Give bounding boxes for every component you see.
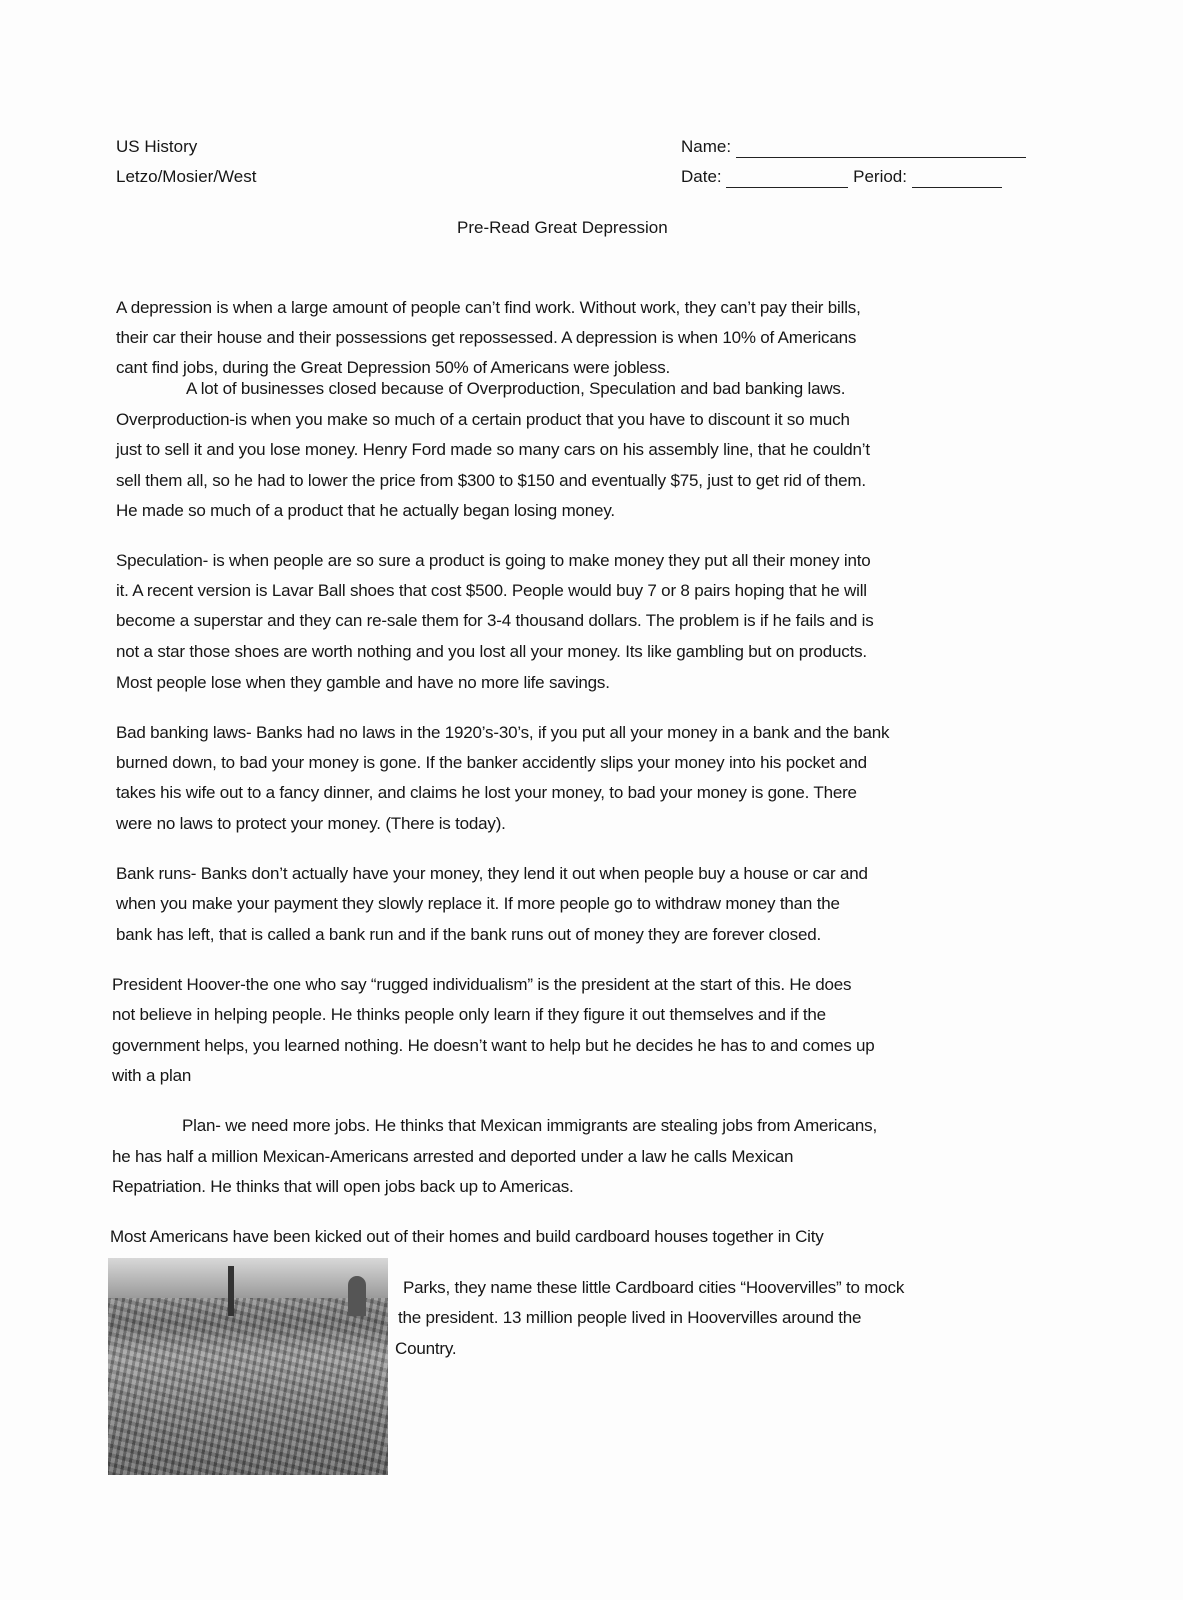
text-line: sell them all, so he had to lower the price from $300 to $150 and eventually $75, just to get rid of them. <box>116 471 866 490</box>
text-line: bank has left, that is called a bank run and if the bank runs out of money they are forever closed. <box>116 925 822 944</box>
text-line: were no laws to protect your money. (There is today). <box>116 814 506 833</box>
date-label: Date: <box>681 167 722 186</box>
text-line: Most people lose when they gamble and have no more life savings. <box>116 673 610 692</box>
text-line: their car their house and their possessions get repossessed. A depression is when 10% of Americans <box>116 328 857 347</box>
text-line: Most Americans have been kicked out of their homes and build cardboard houses together in City <box>110 1227 824 1246</box>
text-line: Repatriation. He thinks that will open jobs back up to Americas. <box>112 1177 574 1196</box>
text-line: Speculation- is when people are so sure a product is going to make money they put all their money into <box>116 551 871 570</box>
text-line: Overproduction-is when you make so much of a certain product that you have to discount it so much <box>116 410 850 429</box>
text-line: government helps, you learned nothing. He doesn’t want to help but he decides he has to and comes up <box>112 1036 875 1055</box>
name-field[interactable] <box>681 136 1026 158</box>
text-line: takes his wife out to a fancy dinner, and claims he lost your money, to bad your money is gone. There <box>116 783 857 802</box>
text-line: just to sell it and you lose money. Henry Ford made so many cars on his assembly line, that he couldn’t <box>116 440 870 459</box>
teachers-label: Letzo/Mosier/West <box>116 167 257 186</box>
photo-smokestack <box>228 1266 234 1316</box>
text-line: not believe in helping people. He thinks people only learn if they figure it out themselves and if the <box>112 1005 826 1024</box>
text-line: Bad banking laws- Banks had no laws in the 1920’s-30’s, if you put all your money in a bank and the bank <box>116 723 890 742</box>
text-line: the president. 13 million people lived in Hoovervilles around the <box>398 1308 862 1327</box>
text-line: Parks, they name these little Cardboard cities “Hoovervilles” to mock <box>403 1278 905 1297</box>
text-line: cant find jobs, during the Great Depression 50% of Americans were jobless. <box>116 358 671 377</box>
text-line: become a superstar and they can re-sale them for 3-4 thousand dollars. The problem is if he fails and is <box>116 611 874 630</box>
text-line: burned down, to bad your money is gone. If the banker accidently slips your money into his pocket and <box>116 753 867 772</box>
text-line: it. A recent version is Lavar Ball shoes that cost $500. People would buy 7 or 8 pairs hoping that he will <box>116 581 867 600</box>
text-line: A depression is when a large amount of people can’t find work. Without work, they can’t pay their bills, <box>116 298 861 317</box>
text-line: He made so much of a product that he actually began losing money. <box>116 501 615 520</box>
photo-sky <box>108 1258 388 1298</box>
date-period-field[interactable] <box>681 166 1002 188</box>
period-label: Period: <box>853 167 907 186</box>
period-blank[interactable] <box>912 171 1002 188</box>
text-line: Plan- we need more jobs. He thinks that Mexican immigrants are stealing jobs from Americans, <box>182 1116 877 1135</box>
text-line: President Hoover-the one who say “rugged individualism” is the president at the start of this. He does <box>112 975 852 994</box>
text-line: not a star those shoes are worth nothing and you lost all your money. Its like gambling but on products. <box>116 642 867 661</box>
text-line: Bank runs- Banks don’t actually have your money, they lend it out when people buy a house or car and <box>116 864 868 883</box>
name-label: Name: <box>681 137 732 156</box>
text-line: he has half a million Mexican-Americans arrested and deported under a law he calls Mexican <box>112 1147 794 1166</box>
text-line: Country. <box>395 1339 457 1358</box>
date-blank[interactable] <box>726 171 848 188</box>
name-blank[interactable] <box>736 141 1026 158</box>
text-line: when you make your payment they slowly replace it. If more people go to withdraw money than the <box>116 894 840 913</box>
photo-dome <box>348 1276 366 1316</box>
course-label: US History <box>116 137 198 156</box>
text-line: A lot of businesses closed because of Overproduction, Speculation and bad banking laws. <box>186 379 846 398</box>
text-line: with a plan <box>112 1066 192 1085</box>
page-title: Pre-Read Great Depression <box>457 218 668 237</box>
hooverville-photo <box>108 1258 388 1475</box>
